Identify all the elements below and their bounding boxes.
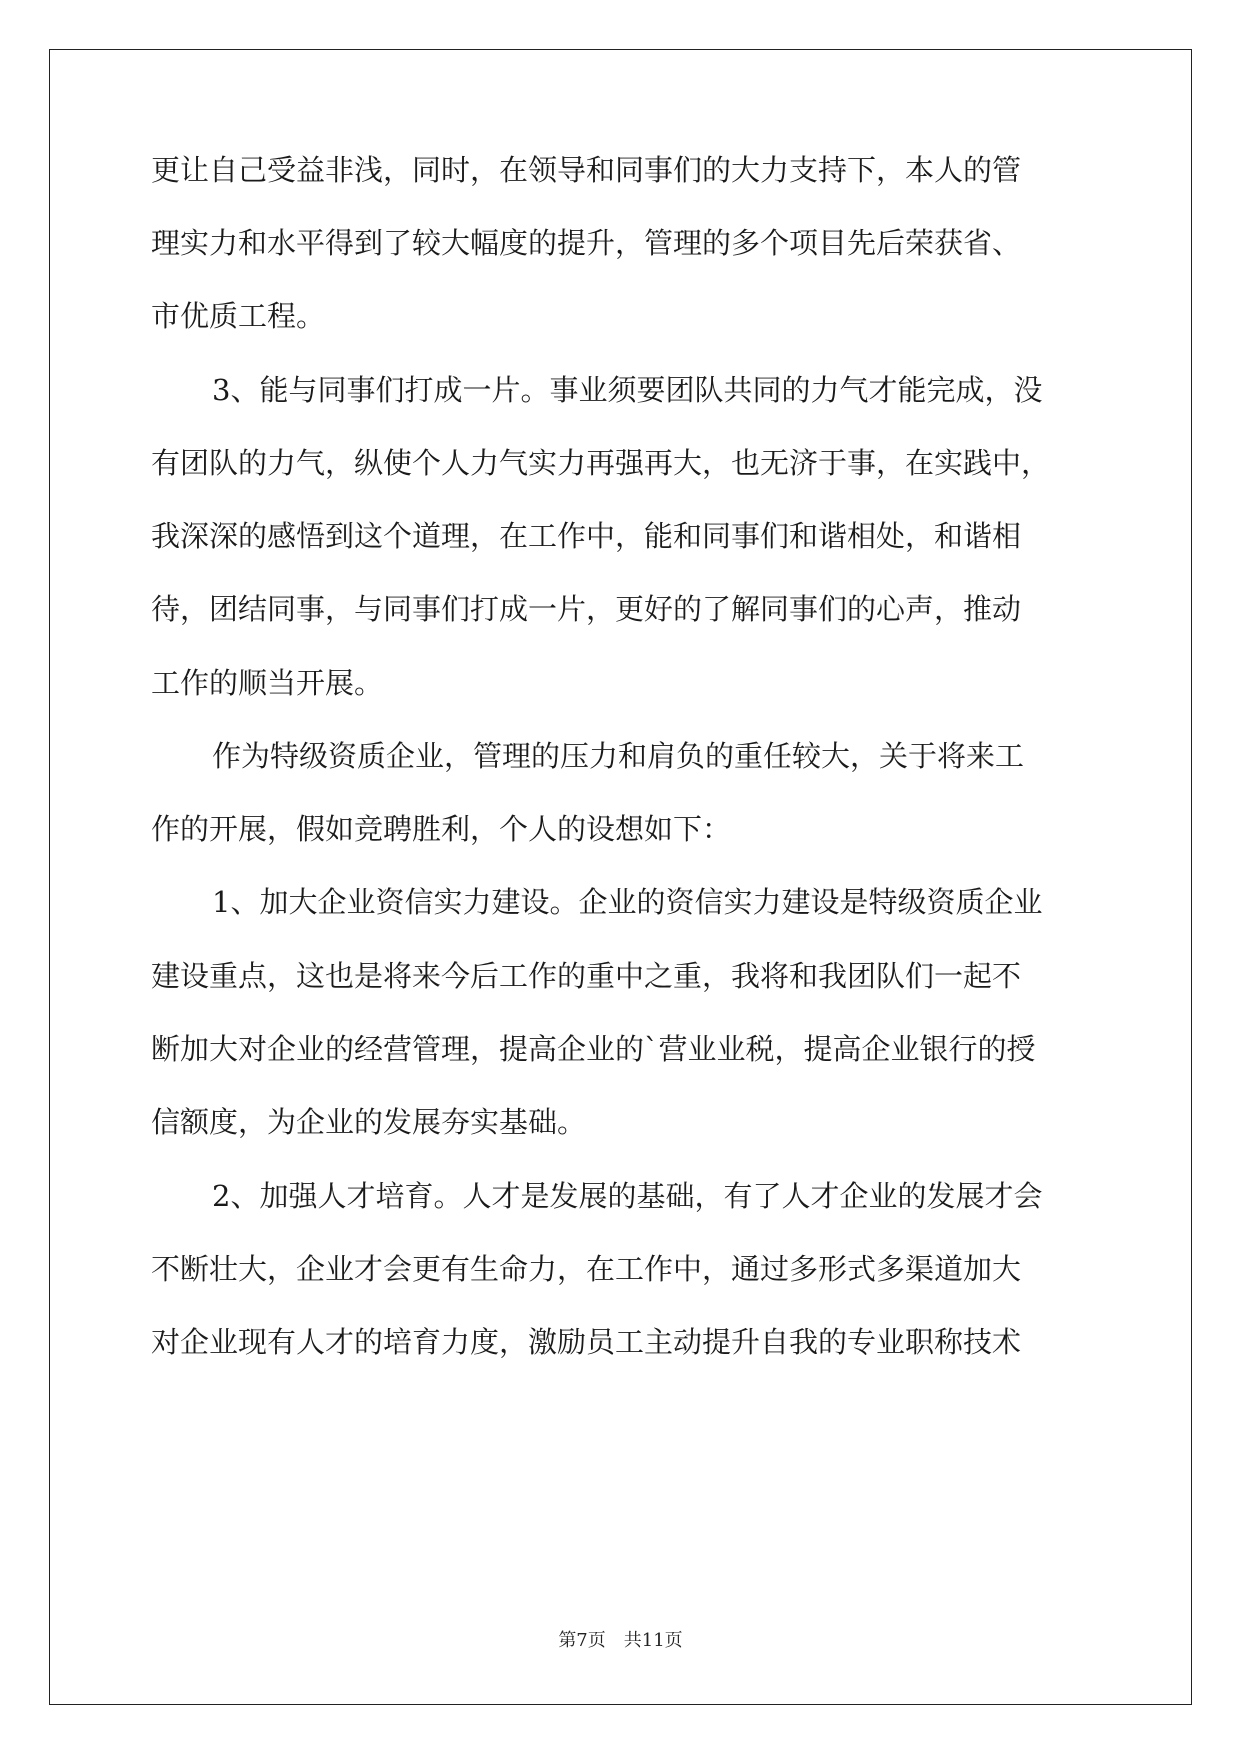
text-line: 更让自己受益非浅，同时，在领导和同事们的大力支持下，本人的管 [151,153,1022,187]
text-line: 有团队的力气，纵使个人力气实力再强再大，也无济于事，在实践中， [151,446,1051,480]
text-line: 作的开展，假如竞聘胜利，个人的设想如下： [151,812,732,846]
text-line: 作为特级资质企业，管理的压力和肩负的重任较大，关于将来工 [212,739,1025,773]
text-line: 我深深的感悟到这个道理，在工作中，能和同事们和谐相处，和谐相 [151,519,1022,553]
text-line: 建设重点，这也是将来今后工作的重中之重，我将和我团队们一起不 [151,959,1022,993]
text-line: 市优质工程。 [151,299,326,333]
text-line: 信额度，为企业的发展夯实基础。 [151,1105,587,1139]
text-line: 2、加强人才培育。人才是发展的基础，有了人才企业的发展才会 [212,1179,1043,1213]
page-footer: 第7页 共11页 [558,1630,683,1651]
text-line: 理实力和水平得到了较大幅度的提升，管理的多个项目先后荣获省、 [151,226,1022,260]
text-line: 3、能与同事们打成一片。事业须要团队共同的力气才能完成，没 [212,373,1043,407]
text-line: 待，团结同事，与同事们打成一片，更好的了解同事们的心声，推动 [151,592,1022,626]
text-line: 不断壮大，企业才会更有生命力，在工作中，通过多形式多渠道加大 [151,1252,1022,1286]
text-line: 工作的顺当开展。 [151,666,384,700]
text-line: 对企业现有人才的培育力度，激励员工主动提升自我的专业职称技术 [151,1325,1022,1359]
text-line: 1、加大企业资信实力建设。企业的资信实力建设是特级资质企业 [212,885,1043,919]
text-line: 断加大对企业的经营管理，提高企业的`营业业税，提高企业银行的授 [151,1032,1036,1066]
